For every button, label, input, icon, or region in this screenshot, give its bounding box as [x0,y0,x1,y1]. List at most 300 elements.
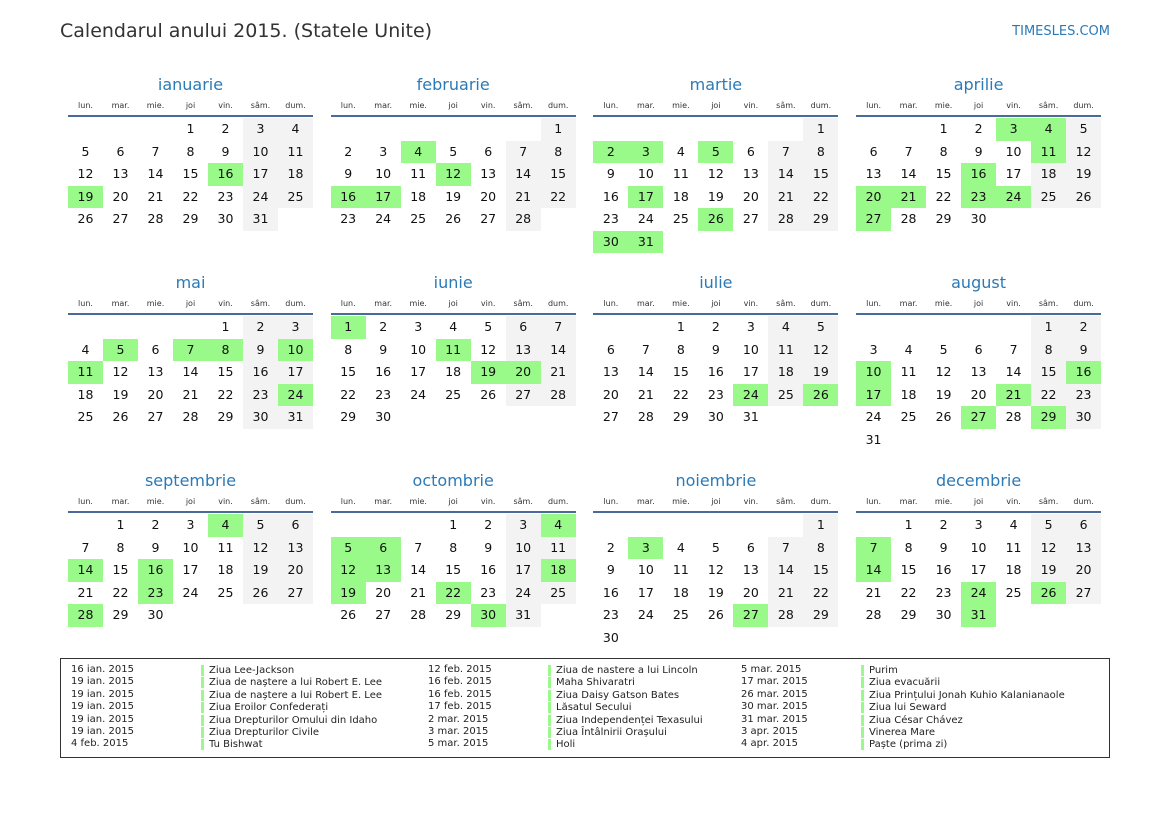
weekday-label: dum. [810,497,832,506]
day-cell: 6 [1066,514,1101,537]
day-cell: 30 [217,211,234,226]
empty-cell [593,316,628,339]
month-title: ianuarie [157,75,224,94]
holiday-day-cell: 4 [401,141,436,164]
day-cell: 1 [221,319,230,334]
holiday-day-cell: 22 [436,582,471,605]
weekday-label: joi [973,101,984,110]
day-cell: 6 [116,143,125,159]
day-cell: 2 [711,319,720,334]
weekday-label: sâm. [513,497,533,506]
day-cell: 29 [803,604,838,627]
day-cell: 28 [147,211,164,226]
day-grid [68,316,313,429]
empty-cell [68,316,103,339]
month-iulie [593,271,838,469]
day-cell: 8 [1031,339,1066,362]
day-cell: 26 [243,582,278,605]
day-cell: 18 [1031,163,1066,186]
weekday-label: mie. [934,497,953,506]
weekday-label: vin. [218,101,233,110]
day-cell: 4 [449,319,458,334]
day-cell: 31 [243,208,278,231]
day-cell: 20 [112,188,129,204]
day-cell: 8 [541,141,576,164]
month-title: august [951,273,1006,292]
day-grid [68,514,313,627]
site-link[interactable]: TIMESLES.COM [1012,24,1110,39]
day-cell: 26 [480,386,497,402]
holiday-name: Ziua Daisy Gatson Bates [548,690,679,701]
day-cell: 30 [970,211,987,226]
day-cell: 6 [606,341,615,357]
holiday-day-cell: 24 [278,384,313,407]
day-cell: 9 [344,166,353,181]
day-cell: 18 [445,364,462,379]
weekday-label: joi [448,299,458,308]
day-cell: 22 [541,186,576,209]
day-cell: 18 [672,584,689,600]
weekday-label: lun. [340,299,356,308]
empty-cell [698,118,733,141]
month-title: mai [175,273,206,292]
holiday-name: Ziua Eroilor Confederați [201,702,328,713]
day-cell: 29 [935,211,952,226]
day-cell: 25 [445,386,462,402]
day-cell: 5 [81,143,90,159]
holiday-day-cell: 14 [856,559,891,582]
empty-cell [996,316,1031,339]
day-cell: 11 [900,364,917,379]
holiday-name: Ziua Drepturilor Civile [201,727,319,738]
day-cell: 27 [112,211,129,226]
empty-cell [593,514,628,537]
holiday-day-cell: 16 [138,559,173,582]
day-cell: 15 [217,364,234,379]
weekday-header [331,295,576,315]
empty-cell [628,514,663,537]
day-cell: 27 [506,384,541,407]
day-cell: 4 [278,118,313,141]
weekday-label: sâm. [250,299,271,308]
day-cell: 29 [217,409,234,424]
day-cell: 1 [939,121,948,136]
day-cell: 14 [768,559,803,582]
day-cell: 4 [768,316,803,339]
holiday-day-cell: 20 [506,361,541,384]
day-cell: 16 [602,188,619,204]
day-cell: 25 [672,607,689,622]
weekday-label: mie. [146,299,165,308]
day-cell: 30 [602,629,619,645]
day-cell: 1 [676,319,685,334]
day-cell: 13 [278,537,313,560]
day-cell: 24 [410,386,427,402]
day-cell: 24 [182,584,199,600]
day-cell: 4 [1009,517,1018,532]
day-cell: 22 [803,186,838,209]
holiday-date: 16 feb. 2015 [428,676,492,688]
month-martie [593,73,838,271]
day-cell: 12 [480,341,497,357]
day-cell: 18 [900,386,917,402]
day-cell: 20 [480,188,497,204]
day-cell: 22 [900,584,917,600]
month-title: septembrie [144,471,237,490]
day-cell: 10 [1005,143,1022,159]
empty-cell [628,316,663,339]
day-cell: 14 [541,339,576,362]
day-cell: 8 [116,539,125,555]
empty-cell [103,118,138,141]
day-cell: 14 [147,166,164,181]
weekday-label: mar. [636,299,655,308]
day-cell: 23 [217,188,234,204]
month-title: octombrie [412,471,494,490]
day-cell: 15 [803,559,838,582]
holiday-day-cell: 31 [628,231,663,254]
empty-cell [926,316,961,339]
day-cell: 29 [112,607,129,622]
page-title: Calendarul anului 2015. (Statele Unite) [60,20,433,42]
day-cell: 23 [602,607,619,622]
weekday-label: sâm. [776,497,796,506]
day-cell: 24 [375,211,392,226]
weekday-label: mar. [111,101,130,110]
day-grid [593,316,838,429]
day-cell: 13 [970,364,987,379]
day-cell: 15 [541,163,576,186]
empty-cell [891,118,926,141]
empty-cell [436,118,471,141]
day-cell: 26 [707,607,724,622]
day-cell: 3 [186,517,195,532]
holiday-date: 3 mar. 2015 [428,725,489,737]
day-cell: 17 [506,559,541,582]
day-cell: 28 [900,211,917,226]
holiday-day-cell: 4 [208,514,243,537]
day-cell: 7 [641,341,650,357]
day-cell: 11 [541,537,576,560]
holiday-day-cell: 26 [1031,582,1066,605]
holiday-legend [60,658,1110,758]
empty-cell [331,118,366,141]
day-cell: 29 [672,409,689,424]
day-cell: 5 [1031,514,1066,537]
empty-cell [663,118,698,141]
day-cell: 2 [243,316,278,339]
day-cell: 7 [506,141,541,164]
holiday-day-cell: 11 [1031,141,1066,164]
day-cell: 28 [541,384,576,407]
day-cell: 9 [974,143,983,159]
day-cell: 15 [803,163,838,186]
empty-cell [628,118,663,141]
day-cell: 6 [151,341,160,357]
holiday-day-cell: 14 [68,559,103,582]
day-cell: 20 [278,559,313,582]
holiday-day-cell: 17 [856,384,891,407]
day-cell: 28 [865,607,882,622]
day-cell: 24 [865,409,882,424]
day-cell: 13 [602,364,619,379]
day-cell: 11 [1005,539,1022,555]
holiday-day-cell: 16 [331,186,366,209]
holiday-day-cell: 10 [278,339,313,362]
day-cell: 9 [606,166,615,181]
holiday-day-cell: 6 [366,537,401,560]
holiday-day-cell: 3 [628,537,663,560]
weekday-label: lun. [78,101,93,110]
day-cell: 14 [900,166,917,181]
weekday-label: dum. [285,101,306,110]
month-title: iulie [699,273,733,292]
day-cell: 6 [484,143,493,159]
holiday-date: 19 ian. 2015 [71,676,134,688]
empty-cell [663,514,698,537]
month-aprilie [856,73,1101,271]
holiday-day-cell: 19 [471,361,506,384]
month-august [856,271,1101,469]
day-cell: 20 [602,386,619,402]
holiday-day-cell: 16 [1066,361,1101,384]
holiday-name: Ziua Lee-Jackson [201,665,294,676]
weekday-label: sâm. [776,101,796,110]
weekday-header [856,493,1101,513]
day-cell: 20 [1066,559,1101,582]
months-grid [68,73,1101,667]
weekday-label: joi [448,101,458,110]
day-cell: 12 [1031,537,1066,560]
day-cell: 22 [340,386,357,402]
weekday-label: lun. [866,299,882,308]
weekday-label: vin. [743,101,759,110]
day-cell: 25 [768,384,803,407]
holiday-day-cell: 29 [1031,406,1066,429]
holiday-day-cell: 23 [138,582,173,605]
day-cell: 24 [637,211,654,226]
holiday-day-cell: 17 [366,186,401,209]
weekday-label: dum. [810,299,832,308]
day-cell: 3 [746,319,755,334]
weekday-label: mar. [111,497,130,506]
day-grid [593,118,838,253]
day-cell: 11 [410,166,427,181]
day-cell: 12 [243,537,278,560]
weekday-label: joi [711,299,721,308]
day-cell: 15 [340,364,357,379]
holiday-day-cell: 11 [68,361,103,384]
holiday-name: Ziua Independenței Texasului [548,715,703,726]
day-cell: 3 [243,118,278,141]
day-cell: 11 [217,539,234,555]
holiday-day-cell: 2 [593,141,628,164]
day-cell: 21 [506,186,541,209]
day-cell: 19 [445,188,462,204]
holiday-date: 5 mar. 2015 [428,738,489,750]
day-cell: 2 [344,143,353,159]
day-cell: 12 [803,339,838,362]
holiday-day-cell: 16 [961,163,996,186]
holiday-day-cell: 27 [733,604,768,627]
holiday-name: Ziua Drepturilor Omului din Idaho [201,715,377,726]
day-cell: 9 [221,143,230,159]
day-cell: 2 [606,539,615,555]
day-cell: 25 [541,582,576,605]
month-title: decembrie [935,471,1022,490]
day-cell: 1 [803,514,838,537]
day-cell: 25 [900,409,917,424]
day-cell: 29 [900,607,917,622]
weekday-label: lun. [866,497,882,506]
weekday-label: dum. [285,497,306,506]
weekday-header [593,493,838,513]
holiday-date: 17 feb. 2015 [428,701,492,713]
weekday-label: mar. [899,299,918,308]
weekday-label: lun. [603,497,619,506]
day-grid [331,118,576,231]
holiday-day-cell: 12 [436,163,471,186]
holiday-date: 5 mar. 2015 [741,664,802,675]
weekday-label: dum. [547,101,569,110]
day-cell: 26 [340,607,357,622]
day-cell: 10 [375,166,392,181]
day-cell: 2 [484,517,493,532]
day-grid [68,118,313,231]
month-title: martie [689,75,743,94]
day-cell: 3 [869,341,878,357]
day-cell: 25 [1005,584,1022,600]
day-cell: 10 [506,537,541,560]
day-cell: 16 [935,562,952,577]
empty-cell [68,514,103,537]
day-cell: 1 [541,118,576,141]
weekday-label: mie. [146,497,165,506]
day-cell: 21 [768,186,803,209]
day-cell: 6 [746,539,755,555]
holiday-day-cell: 24 [733,384,768,407]
empty-cell [891,316,926,339]
month-ianuarie [68,73,313,271]
weekday-label: mar. [636,497,655,506]
day-cell: 21 [182,386,199,402]
day-cell: 23 [243,384,278,407]
weekday-label: dum. [1073,497,1094,506]
day-grid [856,118,1101,231]
day-cell: 1 [1031,316,1066,339]
day-cell: 15 [445,562,462,577]
holiday-day-cell: 1 [331,316,366,339]
day-grid [856,316,1101,451]
day-cell: 28 [506,208,541,231]
holiday-name: Ziua de naștere a lui Robert E. Lee [201,690,382,701]
day-cell: 18 [217,562,234,577]
day-cell: 7 [1009,341,1018,357]
day-cell: 28 [1005,409,1022,424]
day-cell: 2 [151,517,160,532]
holiday-day-cell: 26 [803,384,838,407]
day-cell: 13 [742,562,759,577]
day-cell: 25 [77,409,94,424]
day-cell: 21 [768,582,803,605]
empty-cell [138,316,173,339]
holiday-day-cell: 5 [698,141,733,164]
day-cell: 23 [480,584,497,600]
day-cell: 2 [939,517,948,532]
day-cell: 31 [742,409,759,424]
day-cell: 22 [217,386,234,402]
holiday-date: 17 mar. 2015 [741,676,808,688]
weekday-header [331,97,576,117]
empty-cell [331,514,366,537]
day-cell: 2 [974,121,983,136]
day-cell: 29 [803,208,838,231]
holiday-date: 16 feb. 2015 [428,688,492,700]
day-cell: 12 [77,166,94,181]
empty-cell [401,118,436,141]
weekday-label: mie. [672,101,690,110]
day-cell: 18 [672,188,689,204]
holiday-name: Ziua de naștere a lui Robert E. Lee [201,677,382,688]
day-cell: 13 [1066,537,1101,560]
weekday-header [68,493,313,513]
weekday-label: sâm. [513,101,533,110]
empty-cell [768,118,803,141]
empty-cell [733,118,768,141]
day-cell: 19 [1031,559,1066,582]
weekday-label: lun. [603,299,619,308]
holiday-date: 19 ian. 2015 [71,725,134,737]
day-cell: 24 [637,607,654,622]
day-cell: 7 [151,143,160,159]
day-cell: 13 [112,166,129,181]
day-cell: 27 [1066,582,1101,605]
day-cell: 31 [278,406,313,429]
holiday-day-cell: 4 [1031,118,1066,141]
day-cell: 23 [707,386,724,402]
day-cell: 10 [410,341,427,357]
day-cell: 23 [375,386,392,402]
day-cell: 8 [186,143,195,159]
day-cell: 8 [803,141,838,164]
day-cell: 14 [410,562,427,577]
holiday-name: Ziua evacuării [861,677,940,688]
month-title: aprilie [953,75,1004,94]
day-cell: 14 [182,364,199,379]
holiday-day-cell: 11 [436,339,471,362]
day-cell: 19 [707,584,724,600]
weekday-label: joi [973,497,984,506]
day-cell: 4 [676,539,685,555]
day-cell: 8 [344,341,353,357]
holiday-day-cell: 19 [68,186,103,209]
day-cell: 24 [243,186,278,209]
weekday-header [68,295,313,315]
empty-cell [593,118,628,141]
day-cell: 5 [803,316,838,339]
day-cell: 29 [340,409,357,424]
day-cell: 5 [243,514,278,537]
weekday-label: joi [711,101,721,110]
day-cell: 1 [186,121,195,136]
empty-cell [961,316,996,339]
day-cell: 18 [278,163,313,186]
weekday-label: lun. [340,101,356,110]
day-cell: 25 [278,186,313,209]
day-cell: 18 [77,386,94,402]
weekday-header [593,295,838,315]
empty-cell [698,514,733,537]
